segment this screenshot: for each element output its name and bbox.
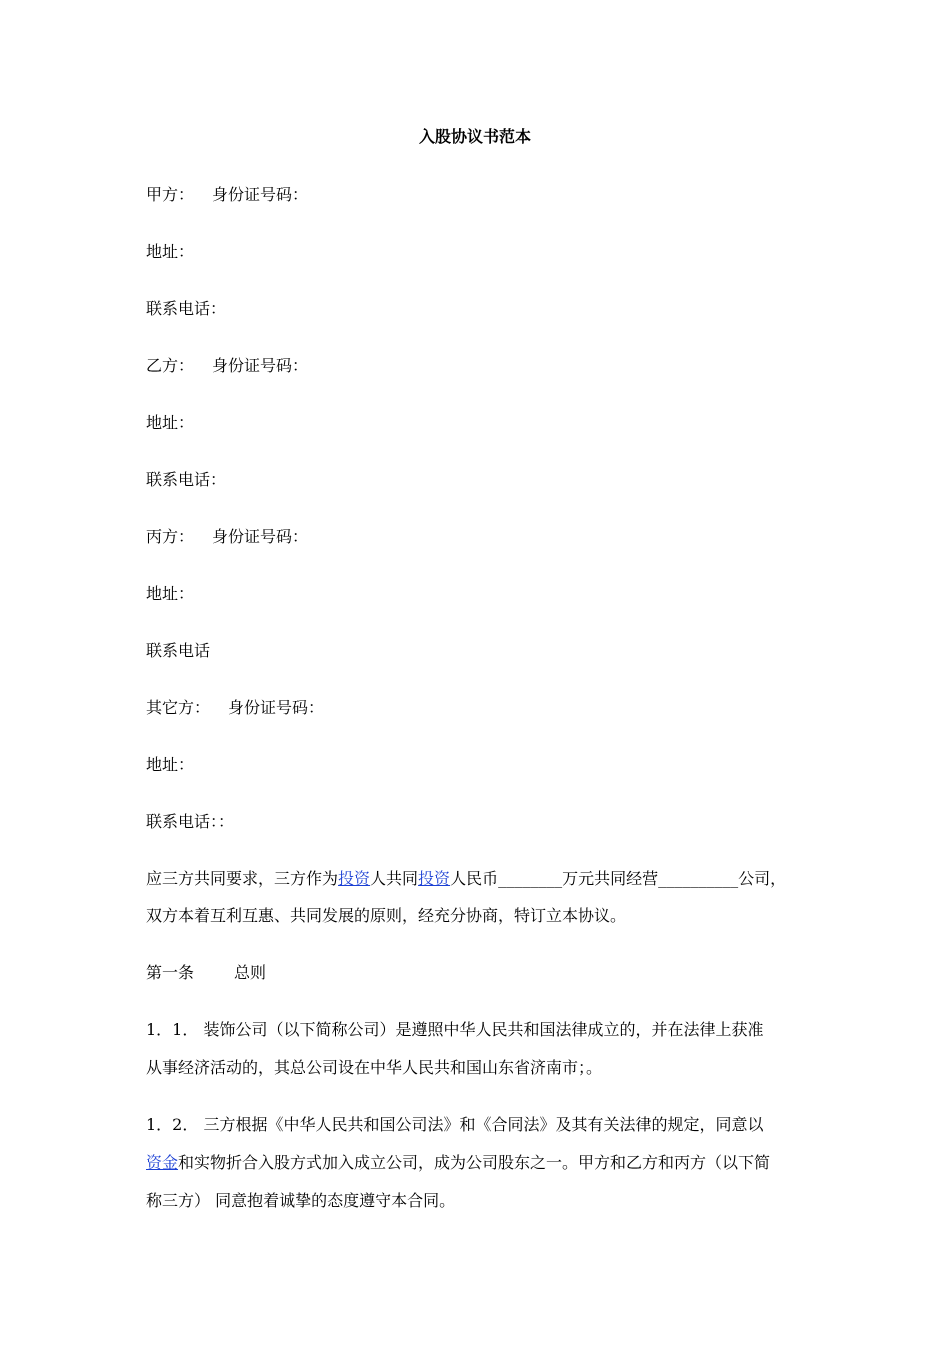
preamble-line-1 xyxy=(146,868,786,890)
preamble-text-2: 人共同 xyxy=(370,869,419,888)
party-other-address: 地址： xyxy=(146,755,195,774)
clause-1-1-line-2: 从事经济活动的，其总公司设在中华人民共和国山东省济南市；。 xyxy=(146,1058,603,1077)
clause-1-1-line-1: 1．1． 装饰公司（以下简称公司）是遵照中华人民共和国法律成立的，并在法律上获准 xyxy=(146,1020,764,1039)
party-b-address: 地址： xyxy=(146,413,195,432)
party-c-address: 地址： xyxy=(146,584,195,603)
investment-link-1[interactable]: 投资 xyxy=(338,869,371,888)
party-a-phone: 联系电话： xyxy=(146,299,227,318)
party-other-label: 其它方： xyxy=(146,698,211,717)
clause-1-2-line-3: 称三方） 同意抱着诚挚的态度遵守本合同。 xyxy=(146,1191,456,1210)
party-a-address: 地址： xyxy=(146,242,195,261)
party-c-line xyxy=(146,526,308,548)
investment-link-2[interactable]: 投资 xyxy=(418,869,451,888)
party-c-phone: 联系电话 xyxy=(146,641,211,660)
party-other-id-label: 身份证号码： xyxy=(228,698,325,717)
party-other-phone: 联系电话：： xyxy=(146,812,235,831)
article-1-number: 第一条 xyxy=(146,963,195,982)
party-a-id-label: 身份证号码： xyxy=(212,185,309,204)
party-b-phone: 联系电话： xyxy=(146,470,227,489)
document-title: 入股协议书范本 xyxy=(418,127,531,146)
party-a-label: 甲方： xyxy=(146,185,195,204)
article-1-title: 总则 xyxy=(234,963,267,982)
capital-link[interactable]: 资金 xyxy=(146,1153,179,1172)
article-1-heading xyxy=(146,962,266,984)
party-b-line xyxy=(146,355,308,377)
party-b-label: 乙方： xyxy=(146,356,195,375)
preamble-text-3: 人民币________万元共同经营__________公司， xyxy=(450,869,787,888)
party-other-line xyxy=(146,697,324,719)
preamble-line-2: 双方本着互利互惠、共同发展的原则，经充分协商，特订立本协议。 xyxy=(146,906,627,925)
preamble-text-1: 应三方共同要求，三方作为 xyxy=(146,869,339,888)
clause-1-2-line-2-text: 和实物折合入股方式加入成立公司，成为公司股东之一。甲方和乙方和丙方（以下简 xyxy=(178,1153,771,1172)
party-c-label: 丙方： xyxy=(146,527,195,546)
party-b-id-label: 身份证号码： xyxy=(212,356,309,375)
clause-1-2-line-1: 1．2． 三方根据《中华人民共和国公司法》和《合同法》及其有关法律的规定，同意以 xyxy=(146,1115,764,1134)
party-c-id-label: 身份证号码： xyxy=(212,527,309,546)
party-a-line xyxy=(146,184,308,206)
clause-1-2-line-2 xyxy=(146,1152,770,1174)
